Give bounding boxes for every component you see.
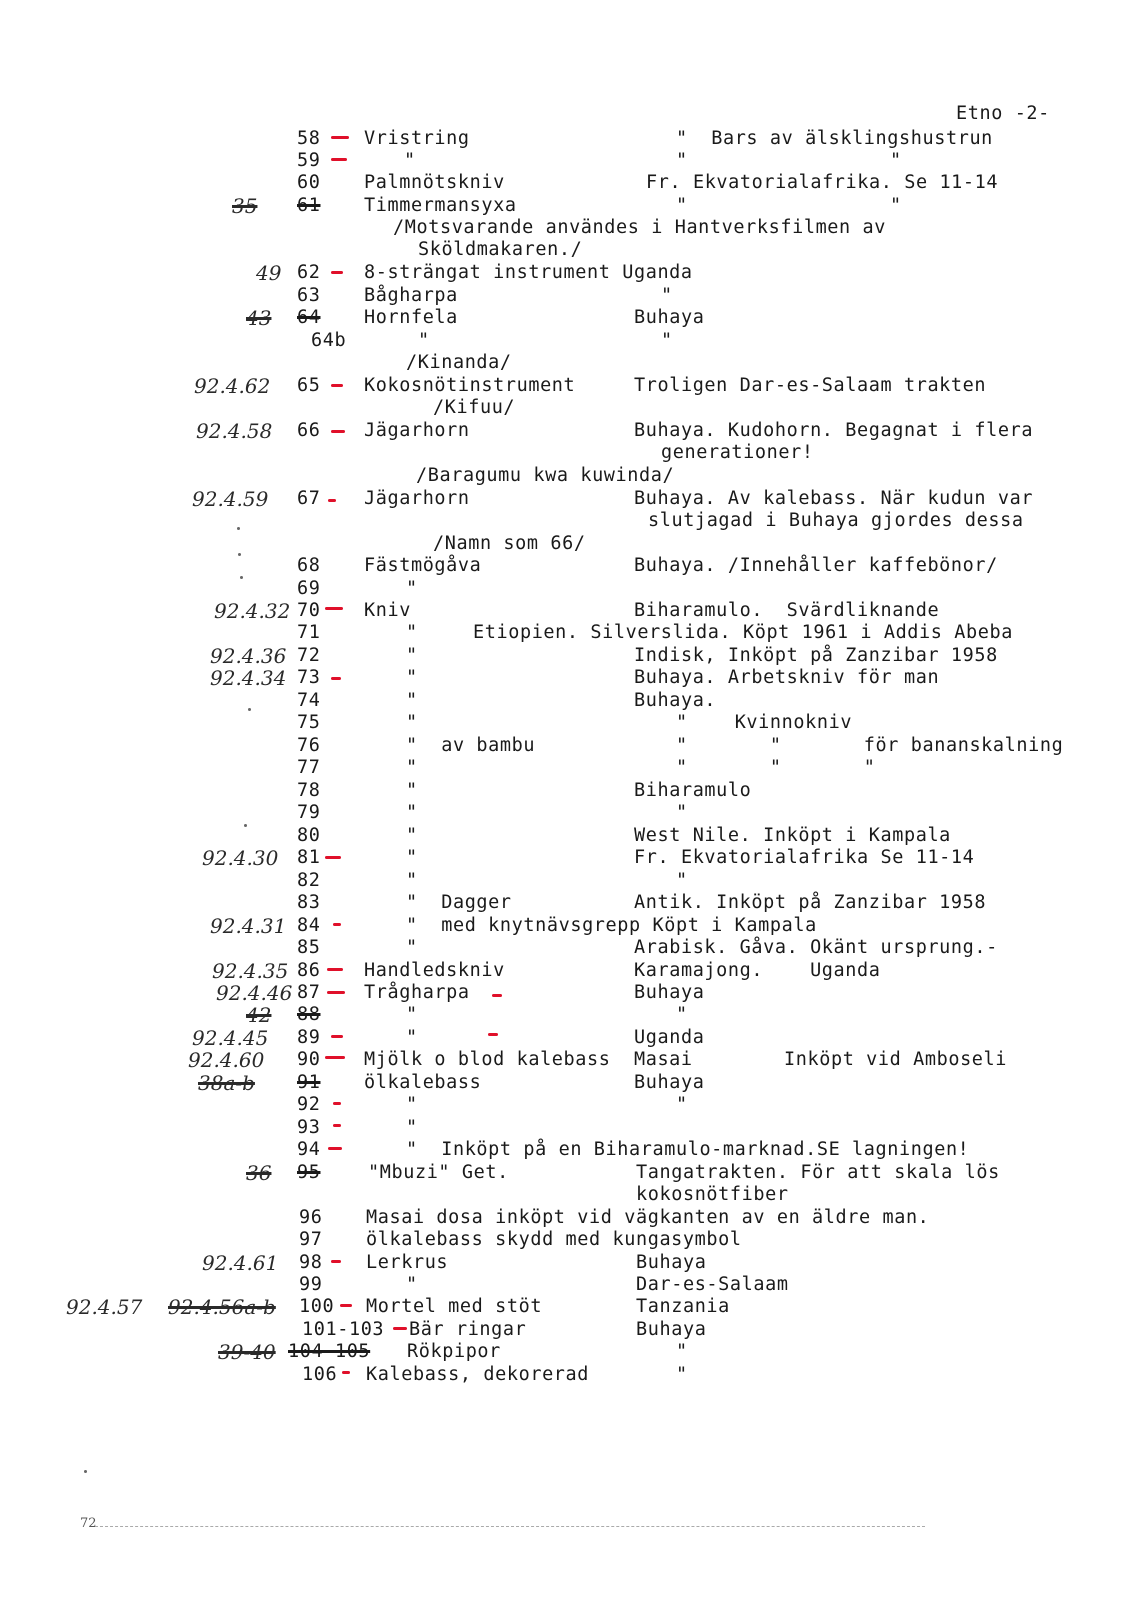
handwritten-number: 92.4.32 bbox=[214, 599, 291, 623]
handwritten-number: 92.4.60 bbox=[188, 1048, 265, 1072]
item-description: Fr. Ekvatorialafrika. Se 11-14 bbox=[646, 172, 999, 193]
item-name: Mjölk o blod kalebass Masai bbox=[364, 1049, 693, 1070]
item-number: 84 bbox=[297, 915, 321, 936]
handwritten-number: 92.4.56a-b bbox=[168, 1295, 276, 1319]
scan-speck bbox=[240, 576, 243, 579]
item-name: " med knytnävsgrepp Köpt i Kampala bbox=[406, 915, 817, 936]
item-number: 98 bbox=[299, 1252, 323, 1273]
handwritten-number: 92.4.30 bbox=[202, 846, 279, 870]
item-name: " Dagger bbox=[406, 892, 512, 913]
scan-speck bbox=[237, 527, 240, 530]
item-description: " bbox=[676, 1364, 688, 1385]
item-note: /Kinanda/ bbox=[406, 352, 512, 373]
item-number: 66 bbox=[297, 420, 321, 441]
item-number: 72 bbox=[297, 645, 321, 666]
item-name: " bbox=[406, 1117, 418, 1138]
item-description: Buhaya bbox=[636, 1252, 707, 1273]
red-check-mark bbox=[325, 607, 343, 610]
item-description: Buhaya. Av kalebass. När kudun var bbox=[634, 488, 1034, 509]
item-description: Etiopien. Silverslida. Köpt 1961 i Addis Abeba bbox=[473, 622, 1013, 643]
item-number: 67 bbox=[297, 488, 321, 509]
item-description: " bbox=[676, 1341, 688, 1362]
item-number: 93 bbox=[297, 1117, 321, 1138]
item-description: Buhaya bbox=[634, 307, 705, 328]
item-number: 69 bbox=[297, 578, 321, 599]
item-description: " bbox=[676, 195, 688, 216]
item-description: Buhaya. bbox=[634, 690, 717, 711]
page-mark: 72 bbox=[80, 1516, 97, 1531]
handwritten-number: 92.4.36 bbox=[210, 644, 287, 668]
handwritten-number: 43 bbox=[246, 306, 272, 330]
item-name: " bbox=[406, 1027, 418, 1048]
item-name: Mortel med stöt bbox=[366, 1296, 543, 1317]
item-description: Troligen Dar-es-Salaam trakten bbox=[634, 375, 987, 396]
red-check-mark bbox=[333, 1124, 341, 1127]
item-name: " bbox=[406, 645, 418, 666]
item-description: Buhaya. Kudohorn. Begagnat i flera bbox=[634, 420, 1034, 441]
handwritten-number: 42 bbox=[246, 1003, 272, 1027]
item-description: Buhaya bbox=[634, 982, 705, 1003]
item-number: 97 bbox=[299, 1229, 323, 1250]
item-name: " bbox=[404, 150, 416, 171]
red-check-mark bbox=[327, 991, 345, 994]
handwritten-number: 92.4.59 bbox=[192, 487, 269, 511]
item-name: " bbox=[406, 937, 418, 958]
red-check-mark bbox=[325, 856, 341, 859]
item-number: 89 bbox=[297, 1027, 321, 1048]
scan-speck bbox=[84, 1470, 87, 1473]
item-number: 70 bbox=[297, 600, 321, 621]
handwritten-number: 38a-b bbox=[198, 1071, 255, 1095]
item-description: Dar-es-Salaam bbox=[636, 1274, 789, 1295]
item-name: " bbox=[406, 690, 418, 711]
item-description: Karamajong. Uganda bbox=[634, 960, 881, 981]
item-note: /Namn som 66/ bbox=[433, 533, 586, 554]
item-description: Tangatrakten. För att skala lös bbox=[636, 1162, 1000, 1183]
item-number: 65 bbox=[297, 375, 321, 396]
item-number: 62 bbox=[297, 262, 321, 283]
item-name: Kokosnötinstrument bbox=[364, 375, 576, 396]
item-number: 76 bbox=[297, 735, 321, 756]
item-description: Biharamulo bbox=[634, 780, 752, 801]
item-description: Arabisk. Gåva. Okänt ursprung.- bbox=[634, 937, 998, 958]
item-number: 61 bbox=[297, 195, 321, 216]
item-name: " bbox=[406, 712, 418, 733]
handwritten-number: 92.4.34 bbox=[210, 666, 287, 690]
item-number: 64b bbox=[311, 330, 347, 351]
item-name: " bbox=[406, 1094, 418, 1115]
item-number: 64 bbox=[297, 307, 321, 328]
handwritten-number: 92.4.58 bbox=[196, 419, 273, 443]
item-name: Jägarhorn bbox=[364, 420, 470, 441]
scan-speck bbox=[244, 824, 247, 827]
red-check-mark bbox=[331, 430, 345, 433]
red-check-mark bbox=[333, 923, 341, 926]
handwritten-number: 92.4.45 bbox=[192, 1026, 269, 1050]
item-description: Buhaya bbox=[636, 1319, 707, 1340]
item-description: " Kvinnokniv bbox=[676, 712, 853, 733]
item-name: Lerkrus bbox=[366, 1252, 449, 1273]
item-number: 81 bbox=[297, 847, 321, 868]
item-name: Bågharpa bbox=[364, 285, 458, 306]
item-name: ölkalebass skydd med kungasymbol bbox=[366, 1229, 742, 1250]
red-check-mark bbox=[393, 1327, 407, 1330]
item-name: " av bambu bbox=[406, 735, 536, 756]
item-name: " bbox=[406, 1274, 418, 1295]
item-name: Bär ringar bbox=[409, 1319, 527, 1340]
item-name: " bbox=[406, 667, 418, 688]
item-number: 60 bbox=[297, 172, 321, 193]
item-number: 87 bbox=[297, 982, 321, 1003]
page-header: Etno -2- bbox=[956, 103, 1050, 124]
item-description: " bbox=[676, 150, 688, 171]
item-number: 73 bbox=[297, 667, 321, 688]
red-check-mark bbox=[331, 1260, 341, 1263]
handwritten-number: 92.4.35 bbox=[212, 959, 289, 983]
item-name: " bbox=[406, 847, 418, 868]
item-number: 68 bbox=[297, 555, 321, 576]
item-name: 8-strängat instrument Uganda bbox=[364, 262, 693, 283]
handwritten-number: 39-40 bbox=[218, 1340, 276, 1364]
item-name: " bbox=[406, 622, 418, 643]
item-name: Vristring bbox=[364, 128, 470, 149]
item-note: slutjagad i Buhaya gjordes dessa bbox=[648, 510, 1024, 531]
red-check-mark bbox=[331, 677, 341, 680]
item-name: " bbox=[406, 578, 418, 599]
red-check-mark bbox=[327, 968, 343, 971]
handwritten-number: 35 bbox=[232, 194, 258, 218]
item-description: " bbox=[676, 870, 688, 891]
red-check-mark bbox=[488, 1033, 498, 1036]
red-check-mark bbox=[333, 1102, 341, 1105]
red-check-mark bbox=[325, 1056, 345, 1059]
item-number: 90 bbox=[297, 1049, 321, 1070]
item-description: Biharamulo. Svärdliknande bbox=[634, 600, 940, 621]
item-description: Indisk, Inköpt på Zanzibar 1958 bbox=[634, 645, 998, 666]
handwritten-number: 92.4.31 bbox=[210, 914, 287, 938]
item-note: /Motsvarande användes i Hantverksfilmen av bbox=[393, 217, 886, 238]
item-name: Jägarhorn bbox=[364, 488, 470, 509]
item-number: 95 bbox=[297, 1162, 321, 1183]
item-number: 86 bbox=[297, 960, 321, 981]
item-description: " bbox=[661, 285, 673, 306]
handwritten-number: 92.4.46 bbox=[216, 981, 293, 1005]
item-note: generationer! bbox=[661, 442, 814, 463]
handwritten-number: 92.4.62 bbox=[194, 374, 271, 398]
red-check-mark bbox=[340, 1304, 352, 1307]
item-number: 58 bbox=[297, 128, 321, 149]
item-description: " " " bbox=[676, 757, 876, 778]
red-check-mark bbox=[331, 1035, 343, 1038]
item-number: 85 bbox=[297, 937, 321, 958]
item-number: 77 bbox=[297, 757, 321, 778]
scan-speck bbox=[238, 553, 241, 556]
ditto-mark: " bbox=[890, 195, 902, 216]
item-name: Timmermansyxa bbox=[364, 195, 517, 216]
item-number: 71 bbox=[297, 622, 321, 643]
item-description: Antik. Inköpt på Zanzibar 1958 bbox=[634, 892, 987, 913]
item-note: /Kifuu/ bbox=[433, 397, 516, 418]
item-note: Sköldmakaren./ bbox=[418, 239, 583, 260]
item-name: Palmnötskniv bbox=[364, 172, 505, 193]
item-number: 106 bbox=[302, 1364, 338, 1385]
item-name: ölkalebass bbox=[364, 1072, 482, 1093]
item-description: Buhaya. /Innehåller kaffebönor/ bbox=[634, 555, 998, 576]
item-name: " bbox=[406, 802, 418, 823]
item-number: 100 bbox=[299, 1296, 335, 1317]
item-number: 92 bbox=[297, 1094, 321, 1115]
item-number: 83 bbox=[297, 892, 321, 913]
item-name: Handledskniv bbox=[364, 960, 505, 981]
item-number: 91 bbox=[297, 1072, 321, 1093]
item-name: " bbox=[406, 757, 418, 778]
scan-speck bbox=[248, 708, 251, 711]
item-description: Fr. Ekvatorialafrika Se 11-14 bbox=[634, 847, 975, 868]
handwritten-number: 49 bbox=[256, 261, 282, 285]
item-name: " bbox=[418, 330, 430, 351]
item-number: 82 bbox=[297, 870, 321, 891]
red-check-mark bbox=[492, 994, 502, 997]
red-check-mark bbox=[331, 158, 347, 161]
item-note: kokosnötfiber bbox=[636, 1184, 789, 1205]
item-name: "Mbuzi" Get. bbox=[368, 1162, 509, 1183]
item-number: 74 bbox=[297, 690, 321, 711]
item-number: 96 bbox=[299, 1207, 323, 1228]
item-name: " bbox=[406, 780, 418, 801]
handwritten-number: 92.4.61 bbox=[202, 1251, 279, 1275]
item-number: 75 bbox=[297, 712, 321, 733]
item-description: Buhaya. Arbetskniv för man bbox=[634, 667, 940, 688]
item-number: 88 bbox=[297, 1004, 321, 1025]
red-check-mark bbox=[331, 271, 343, 274]
handwritten-number: 92.4.57 bbox=[66, 1295, 143, 1319]
red-check-mark bbox=[331, 384, 343, 387]
item-number: 101-103 bbox=[302, 1319, 385, 1340]
item-name: Kniv bbox=[364, 600, 411, 621]
item-description: Uganda bbox=[634, 1027, 705, 1048]
item-number: 94 bbox=[297, 1139, 321, 1160]
item-description: Tanzania bbox=[636, 1296, 730, 1317]
item-name: Masai dosa inköpt vid vägkanten av en äldre man. bbox=[366, 1207, 930, 1228]
item-number: 99 bbox=[299, 1274, 323, 1295]
item-number: 59 bbox=[297, 150, 321, 171]
red-check-mark bbox=[328, 1147, 342, 1150]
item-number: 80 bbox=[297, 825, 321, 846]
item-description: " bbox=[676, 1094, 688, 1115]
item-name: " bbox=[406, 1004, 418, 1025]
item-note: /Baragumu kwa kuwinda/ bbox=[416, 465, 675, 486]
handwritten-number: 36 bbox=[246, 1161, 272, 1185]
ditto-mark: " bbox=[890, 150, 902, 171]
item-name: Trågharpa bbox=[364, 982, 470, 1003]
item-number: 78 bbox=[297, 780, 321, 801]
item-description: " bbox=[661, 330, 673, 351]
item-description: West Nile. Inköpt i Kampala bbox=[634, 825, 951, 846]
item-description: " " för bananskalning bbox=[676, 735, 1064, 756]
scan-edge-line bbox=[95, 1526, 925, 1527]
item-name: Rökpipor bbox=[407, 1341, 501, 1362]
red-check-mark bbox=[328, 499, 336, 502]
item-number: 104-105 bbox=[288, 1341, 371, 1362]
item-description: " Bars av älsklingshustrun bbox=[676, 128, 993, 149]
item-name: " bbox=[406, 870, 418, 891]
item-description: " bbox=[676, 1004, 688, 1025]
item-description: " bbox=[676, 802, 688, 823]
red-check-mark bbox=[331, 136, 349, 139]
item-number: 79 bbox=[297, 802, 321, 823]
item-description: Buhaya bbox=[634, 1072, 705, 1093]
item-name: Kalebass, dekorerad bbox=[366, 1364, 590, 1385]
item-name: " Inköpt på en Biharamulo-marknad.SE lagningen! bbox=[406, 1139, 970, 1160]
item-name: Hornfela bbox=[364, 307, 458, 328]
red-check-mark bbox=[342, 1371, 350, 1374]
item-description: Inköpt vid Amboseli bbox=[784, 1049, 1008, 1070]
item-number: 63 bbox=[297, 285, 321, 306]
item-name: Fästmögåva bbox=[364, 555, 482, 576]
item-name: " bbox=[406, 825, 418, 846]
